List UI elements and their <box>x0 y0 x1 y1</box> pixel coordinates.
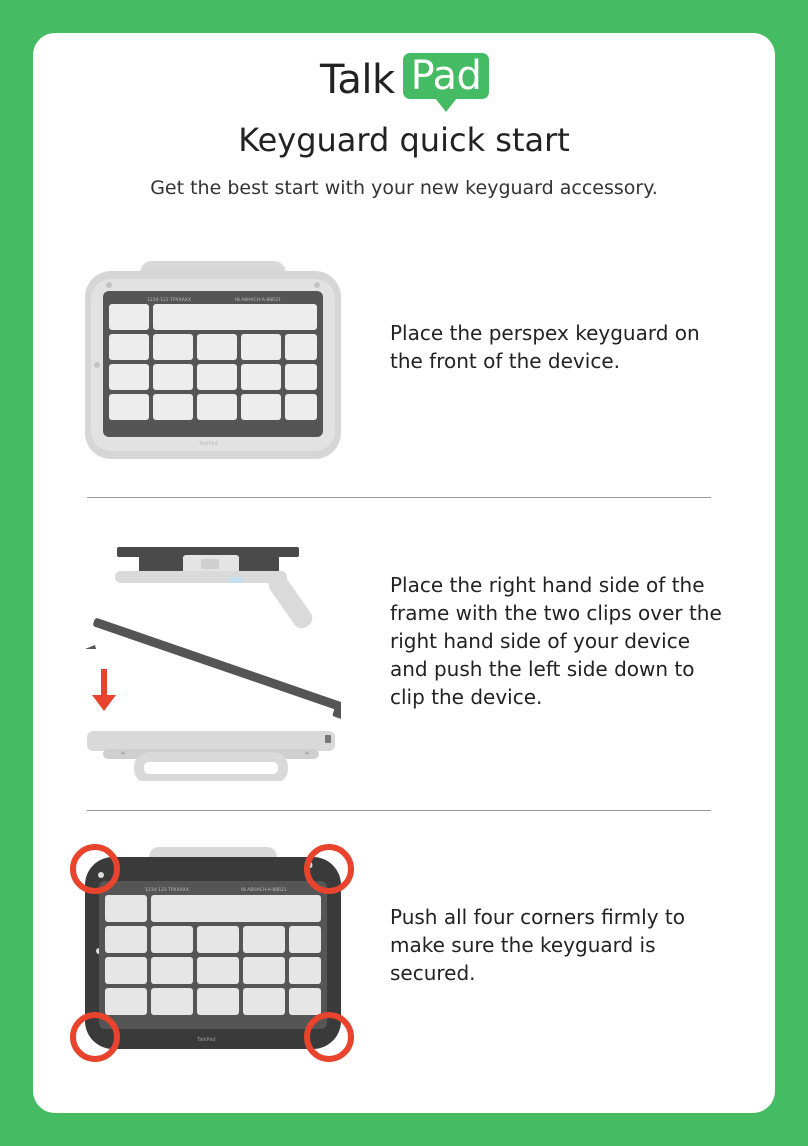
svg-text:IN ABHACH-A-88R21: IN ABHACH-A-88R21 <box>235 298 281 303</box>
step1-instruction: Place the perspex keyguard on the front of the device. <box>390 321 700 373</box>
svg-text:IN ABHACH-A-88R21: IN ABHACH-A-88R21 <box>241 888 287 893</box>
page-title: Keyguard quick start <box>238 121 570 159</box>
step2-instruction: Place the right hand side of the frame with the two clips over the right hand side of your device and push the left side down to clip the device. <box>390 573 722 709</box>
logo-word-talk: Talk <box>320 57 395 103</box>
step3-instruction: Push all four corners firmly to make sure the keyguard is secured. <box>390 905 685 985</box>
svg-text:1234-123 TPXXAXX: 1234-123 TPXXAXX <box>145 888 189 893</box>
quick-start-card <box>33 33 775 1113</box>
svg-text:TalkPad: TalkPad <box>199 441 218 447</box>
step-divider <box>87 497 711 498</box>
svg-text:TalkPad: TalkPad <box>197 1037 216 1043</box>
step2-frame-clip-illustration <box>79 545 341 781</box>
page-subtitle: Get the best start with your new keyguard accessory. <box>150 177 658 199</box>
step3-press-corners-illustration <box>69 841 355 1063</box>
speech-bubble-tail <box>435 98 457 112</box>
step-divider <box>87 810 711 811</box>
step1-keyguard-front-illustration <box>85 261 341 461</box>
logo-word-pad: Pad <box>403 53 489 99</box>
svg-text:1234-123 TPXXAXX: 1234-123 TPXXAXX <box>147 298 191 303</box>
talkpad-logo <box>33 53 775 123</box>
